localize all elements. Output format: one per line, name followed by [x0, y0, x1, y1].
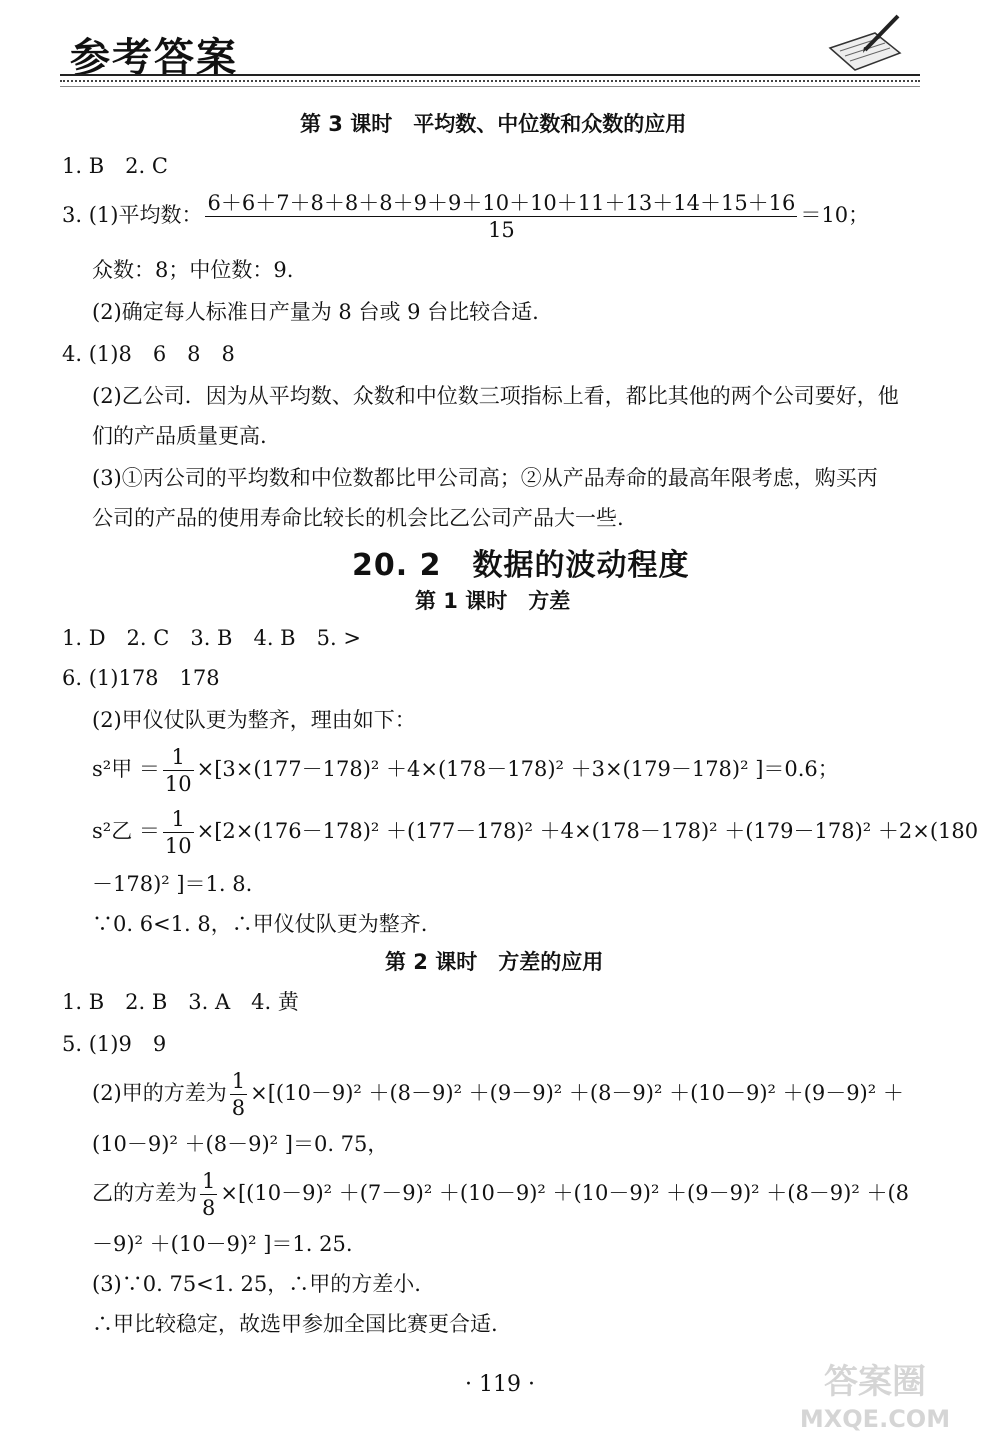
answer-text: ×[(10－9)² ＋(8－9)² ＋(9－9)² ＋(8－9)² ＋(10－9)² ＋(9－9)² ＋ [250, 1081, 904, 1105]
section-title-lesson2: 第 2 课时 方差的应用 [385, 950, 604, 974]
answer-text: ＝10； [800, 203, 870, 227]
answer-line: 1. B 2. C [62, 154, 168, 178]
notebook-pencil-icon [820, 8, 910, 78]
answer-line: (10－9)² ＋(8－9)² ]＝0. 75， [92, 1132, 389, 1156]
answer-line: ∴甲比较稳定，故选甲参加全国比赛更合适. [92, 1312, 498, 1336]
fraction-denominator: 8 [202, 1196, 216, 1220]
answer-line: 1. D 2. C 3. B 4. B 5. > [62, 626, 361, 650]
header-rule-dotted [60, 80, 920, 82]
fraction-numerator: 6＋6＋7＋8＋8＋8＋9＋9＋10＋10＋11＋13＋14＋15＋16 [207, 191, 796, 215]
answer-text: 乙的方差为 [92, 1181, 197, 1205]
answer-text: ×[(10－9)² ＋(7－9)² ＋(10－9)² ＋(10－9)² ＋(9－9)² ＋(8－9)² ＋(8 [220, 1181, 910, 1205]
chapter-title: 20. 2 数据的波动程度 [352, 548, 690, 583]
answer-text: ×[2×(176－178)² ＋(177－178)² ＋4×(178－178)² ＋(179－178)² ＋2×(180 [196, 819, 979, 843]
answer-line: 4. (1)8 6 8 8 [62, 342, 235, 366]
fraction-numerator: 1 [163, 744, 194, 771]
fraction-denominator: 8 [231, 1096, 246, 1120]
answer-line-fraction [92, 806, 978, 859]
fraction-numerator: 1 [163, 806, 194, 833]
variance-symbol: s²甲 ＝ [92, 757, 160, 781]
section-title-lesson3: 第 3 课时 平均数、中位数和众数的应用 [300, 112, 687, 136]
answer-line: 5. (1)9 9 [62, 1032, 167, 1056]
header-title: 参考答案 [70, 35, 238, 81]
fraction [163, 744, 194, 797]
answer-line-fraction [92, 1068, 904, 1121]
variance-symbol: s²乙 ＝ [92, 819, 160, 843]
answer-line: (3)①丙公司的平均数和中位数都比甲公司高；②从产品寿命的最高年限考虑，购买丙 [92, 466, 878, 490]
answer-text: (2)甲的方差为 [92, 1081, 227, 1105]
watermark-logo [760, 1355, 990, 1435]
header-rule [60, 74, 920, 76]
page-number: · 119 · [465, 1372, 535, 1397]
answer-line: 公司的产品的使用寿命比较长的机会比乙公司产品大一些. [92, 506, 624, 530]
answer-line: (2)乙公司．因为从平均数、众数和中位数三项指标上看，都比其他的两个公司要好，他 [92, 384, 899, 408]
answer-line: ∵0. 6<1. 8，∴甲仪仗队更为整齐. [92, 912, 428, 936]
fraction [230, 1068, 247, 1121]
fraction [205, 190, 797, 243]
fraction-denominator: 10 [164, 834, 192, 858]
answer-line: (2)甲仪仗队更为整齐，理由如下： [92, 708, 416, 732]
answer-line: －178)² ]＝1. 8. [92, 872, 253, 896]
fraction [200, 1168, 217, 1221]
answer-line: (3)∵0. 75<1. 25，∴甲的方差小. [92, 1272, 421, 1296]
answer-line: 众数：8；中位数：9. [92, 258, 294, 282]
watermark-text: MXQE.COM [799, 1405, 951, 1433]
answer-line: －9)² ＋(10－9)² ]＝1. 25. [92, 1232, 353, 1256]
fraction-denominator: 10 [164, 772, 192, 796]
header-rule-thin [60, 86, 920, 87]
fraction-denominator: 15 [488, 218, 515, 242]
fraction-numerator: 1 [202, 1169, 216, 1193]
answer-line-fraction [92, 744, 839, 797]
fraction [163, 806, 194, 859]
section-title-lesson1: 第 1 课时 方差 [415, 589, 571, 613]
answer-line: 们的产品质量更高. [92, 424, 267, 448]
answer-text: 3. (1)平均数： [62, 203, 203, 227]
answer-line: 1. B 2. B 3. A 4. 黄 [62, 990, 299, 1014]
answer-line: (2)确定每人标准日产量为 8 台或 9 台比较合适. [92, 300, 539, 324]
answer-line-fraction [92, 1168, 909, 1221]
answer-line-fraction [62, 190, 869, 243]
answer-line: 6. (1)178 178 [62, 666, 220, 690]
answer-text: ×[3×(177－178)² ＋4×(178－178)² ＋3×(179－178)² ]＝0.6； [196, 757, 839, 781]
fraction-numerator: 1 [231, 1069, 246, 1093]
svg-text:答案圈: 答案圈 [824, 1362, 926, 1402]
